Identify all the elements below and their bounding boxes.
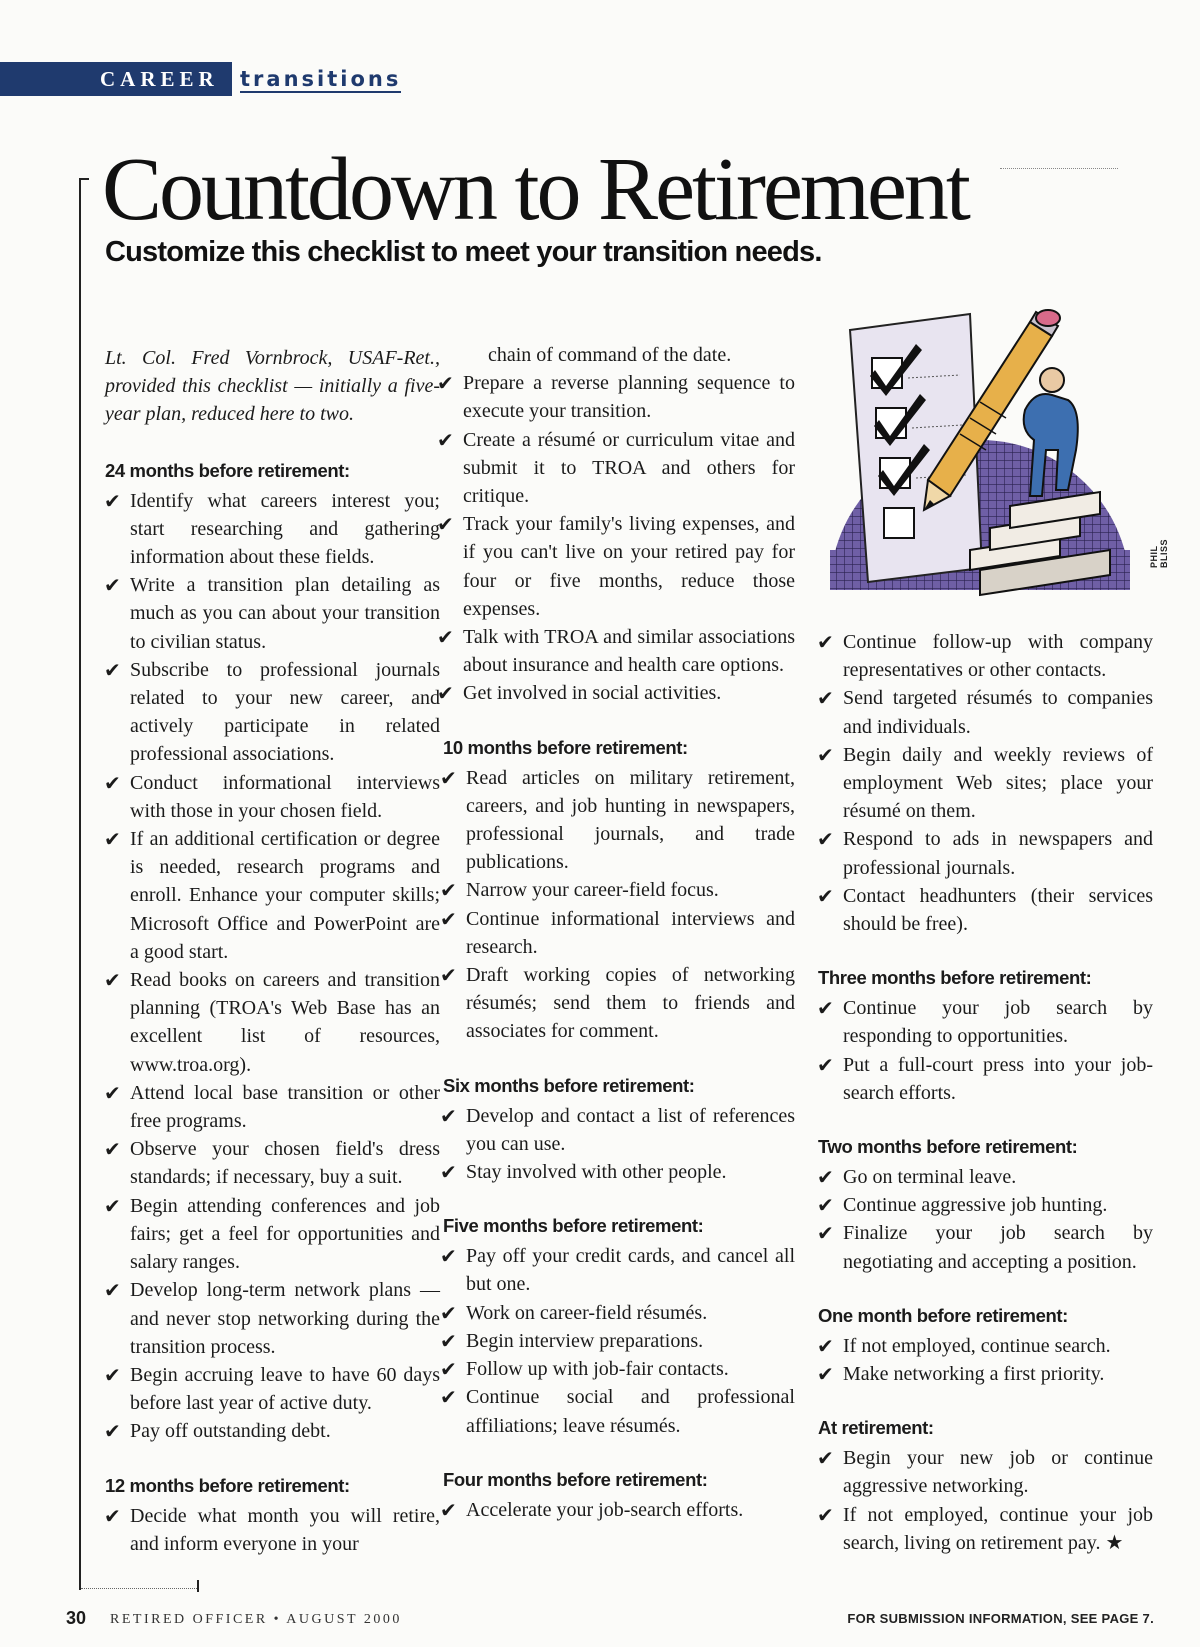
banner-section-label: CAREER (100, 67, 219, 91)
checklist-item-continued: chain of command of the date. (488, 344, 732, 366)
checkmark-icon: ✔ (104, 488, 121, 513)
checkmark-icon: ✔ (440, 1300, 457, 1325)
section-heading-10-months: 10 months before retirement: (443, 736, 688, 758)
checkmark-icon: ✔ (440, 963, 457, 988)
checkmark-icon: ✔ (817, 686, 834, 711)
checklist-item: ✔ Attend local base transition or other free programs. (104, 1080, 440, 1133)
checklist-item: ✔ Continue informational interviews and research. (440, 906, 795, 958)
checkmark-icon: ✔ (440, 1244, 457, 1269)
checklist-item: ✔ Pay off outstanding debt. (105, 1417, 440, 1445)
checkmark-icon: ✔ (817, 883, 834, 908)
checklist-item: ✔ Talk with TROA and similar associations about insurance and health care options. (437, 625, 795, 677)
checkmark-icon: ✔ (817, 1362, 834, 1387)
retirement-checklist-illustration (820, 300, 1140, 618)
checklist-item: ✔ Begin attending conferences and job fairs; get a feel for opportunities and salary ranges. (104, 1193, 440, 1274)
checklist-item: ✔ Make networking a first priority. (818, 1360, 1153, 1388)
checklist-item: ✔ Draft working copies of networking résumés; send them to friends and associates for comment. (440, 963, 795, 1043)
checklist-item: ✔ Identify what careers interest you; start researching and gathering information about these fields. (104, 488, 440, 569)
section-heading-24-months: 24 months before retirement: (105, 459, 350, 481)
checklist-item: ✔ Put a full-court press into your job-search efforts. (817, 1052, 1153, 1104)
checklist-10-months (441, 764, 795, 1046)
section-heading-at-retirement: At retirement: (818, 1417, 934, 1439)
article-subtitle: Customize this checklist to meet your transition needs. (105, 236, 822, 268)
checklist-24-months (105, 487, 440, 1446)
checklist-item: ✔ Follow up with job-fair contacts. (441, 1355, 795, 1383)
checklist-12-months (105, 1502, 440, 1558)
checklist-item: ✔ Subscribe to professional journals related to your new career, and actively participate in related professional associations. (104, 657, 440, 766)
checklist-item: ✔ If not employed, continue search. (818, 1332, 1153, 1360)
checklist-item: ✔ Decide what month you will retire, and inform everyone in your (104, 1503, 440, 1555)
intro-text: Lt. Col. Fred Vornbrock, USAF-Ret., provided this checklist — initially a five-year plan, reduced here to two. (105, 347, 440, 426)
checklist-item: ✔ Write a transition plan detailing as much as you can about your transition to civilian status. (104, 573, 440, 653)
checklist-at-retirement (818, 1444, 1153, 1557)
checkmark-icon: ✔ (440, 1160, 457, 1185)
banner-subsection-label: transitions (240, 67, 402, 91)
checkmark-icon: ✔ (440, 1328, 457, 1353)
checkmark-icon: ✔ (440, 878, 457, 903)
checklist-item: ✔ Read articles on military retirement, careers, and job hunting in newspapers, professional journals, and trade publications. (440, 765, 795, 874)
checklist-1-month (818, 1332, 1153, 1388)
checklist-item: ✔ Narrow your career-field focus. (441, 876, 795, 904)
frame-rule-left (79, 178, 81, 1590)
checkmark-icon: ✔ (104, 573, 121, 598)
checkmark-icon: ✔ (437, 625, 454, 650)
checkmark-icon: ✔ (817, 1052, 834, 1077)
checklist-item: ✔ Begin accruing leave to have 60 days before last year of active duty. (104, 1362, 440, 1415)
checklist-item: ✔ Begin your new job or continue aggressive networking. (817, 1446, 1153, 1498)
checkmark-icon: ✔ (104, 1278, 121, 1303)
section-heading-1-month: One month before retirement: (818, 1304, 1068, 1326)
checkmark-icon: ✔ (104, 827, 121, 852)
section-heading-6-months: Six months before retirement: (443, 1074, 695, 1096)
checklist-item: ✔ Create a résumé or curriculum vitae and submit it to TROA and others for critique. (437, 427, 795, 508)
checkmark-icon: ✔ (104, 1362, 121, 1387)
checklist-6-months (441, 1102, 795, 1187)
checklist-3-months (818, 994, 1153, 1107)
checklist-item: ✔ Develop and contact a list of references you can use. (440, 1103, 795, 1155)
article-title: Countdown to Retirement (102, 140, 968, 239)
checklist-item: ✔ Prepare a reverse planning sequence to execute your transition. (437, 371, 795, 423)
checklist-item: ✔ Conduct informational interviews with those in your chosen field. (104, 770, 440, 822)
checklist-4-months (441, 1496, 795, 1524)
checklist-5-months (441, 1242, 795, 1439)
checkmark-icon: ✔ (440, 906, 457, 931)
checklist-item: ✔ Continue your job search by responding to opportunities. (817, 996, 1153, 1048)
checklist-item: ✔ Go on terminal leave. (818, 1163, 1153, 1191)
section-heading-12-months: 12 months before retirement: (105, 1474, 350, 1496)
checkmark-icon: ✔ (817, 996, 834, 1021)
column-1 (105, 344, 440, 1558)
submission-note: FOR SUBMISSION INFORMATION, SEE PAGE 7. (847, 1611, 1154, 1626)
checklist-2-months (818, 1163, 1153, 1276)
section-heading-3-months: Three months before retirement: (818, 967, 1092, 989)
checkmark-icon: ✔ (817, 1502, 834, 1527)
checklist-item: ✔ Respond to ads in newspapers and professional journals. (817, 827, 1153, 879)
checkmark-icon: ✔ (440, 1357, 457, 1382)
section-banner (0, 62, 410, 98)
checkmark-icon: ✔ (104, 968, 121, 993)
section-heading-4-months: Four months before retirement: (443, 1468, 708, 1490)
checkmark-icon: ✔ (817, 827, 834, 852)
checkmark-icon: ✔ (440, 1103, 457, 1128)
checkmark-icon: ✔ (817, 1193, 834, 1218)
frame-rule-bottom-tick (197, 1580, 199, 1592)
checkmark-icon: ✔ (437, 427, 454, 452)
checklist-item: ✔ If not employed, continue your job search, living on retirement pay. ★ (817, 1502, 1153, 1554)
title-rule (1000, 168, 1118, 170)
checklist-item: ✔ Observe your chosen field's dress standards; if necessary, buy a suit. (104, 1137, 440, 1189)
checkmark-icon: ✔ (104, 1193, 121, 1218)
checklist-4-months-continued (818, 628, 1153, 938)
checklist-item: ✔ Contact headhunters (their services should be free). (817, 883, 1153, 936)
checklist-12-months-continued (438, 369, 795, 707)
page-number: 30 (66, 1608, 87, 1628)
publication-line: RETIRED OFFICER • AUGUST 2000 (110, 1612, 402, 1627)
checkmark-icon: ✔ (104, 770, 121, 795)
frame-rule-bottom (81, 1588, 199, 1590)
checkmark-icon: ✔ (437, 371, 454, 396)
checklist-item: ✔ Work on career-field résumés. (441, 1299, 795, 1327)
checkmark-icon: ✔ (817, 1446, 834, 1471)
checklist-item: ✔ Pay off your credit cards, and cancel all but one. (440, 1244, 795, 1296)
checkmark-icon: ✔ (437, 512, 454, 537)
checklist-item: ✔ Begin interview preparations. (441, 1327, 795, 1355)
checkmark-icon: ✔ (104, 657, 121, 682)
checklist-item: ✔ Send targeted résumés to companies and individuals. (817, 686, 1153, 738)
checklist-item: ✔ Begin daily and weekly reviews of employment Web sites; place your résumé on them. (817, 742, 1153, 823)
checklist-item: ✔ Finalize your job search by negotiating and accepting a position. (817, 1221, 1153, 1273)
checkmark-icon: ✔ (817, 630, 834, 654)
checkmark-icon: ✔ (104, 1080, 121, 1105)
checklist-item: ✔ Accelerate your job-search efforts. (441, 1496, 795, 1524)
checklist-item: ✔ Continue aggressive job hunting. (818, 1191, 1153, 1219)
checklist-item: ✔ Continue follow-up with company representatives or other contacts. (817, 630, 1153, 682)
checkmark-icon: ✔ (817, 742, 834, 767)
checkmark-icon: ✔ (817, 1221, 834, 1246)
checkmark-icon: ✔ (104, 1137, 121, 1162)
section-heading-5-months: Five months before retirement: (443, 1215, 704, 1237)
column-3 (818, 628, 1153, 1557)
checkmark-icon: ✔ (440, 1497, 457, 1522)
checklist-item: ✔ Get involved in social activities. (438, 679, 795, 707)
checklist-item: ✔ Read books on careers and transition planning (TROA's Web Base has an excellent list of resources, www.troa.org). (104, 968, 440, 1076)
section-heading-2-months: Two months before retirement: (818, 1136, 1078, 1158)
checklist-item: ✔ Stay involved with other people. (441, 1158, 795, 1186)
checkmark-icon: ✔ (440, 765, 457, 790)
checklist-item: ✔ Track your family's living expenses, and if you can't live on your retired pay for four or five months, reduce those expenses. (437, 512, 795, 620)
checkmark-icon: ✔ (437, 681, 454, 706)
checklist-item: ✔ If an additional certification or degree is needed, research programs and enroll. Enhance your computer skills; Microsoft Office and PowerPoint are a good start. (104, 827, 440, 963)
checkmark-icon: ✔ (104, 1503, 121, 1528)
checkmark-icon: ✔ (104, 1419, 121, 1444)
checklist-item: ✔ Continue social and professional affiliations; leave résumés. (440, 1385, 795, 1437)
checkmark-icon: ✔ (440, 1385, 457, 1410)
illustration-credit: PHIL BLISS (1149, 538, 1169, 568)
checkmark-icon: ✔ (817, 1333, 834, 1358)
checkmark-icon: ✔ (817, 1165, 834, 1190)
frame-rule-tick (79, 178, 89, 180)
column-2 (437, 341, 795, 1524)
checklist-item: ✔ Develop long-term network plans — and never stop networking during the transition process. (104, 1278, 440, 1358)
